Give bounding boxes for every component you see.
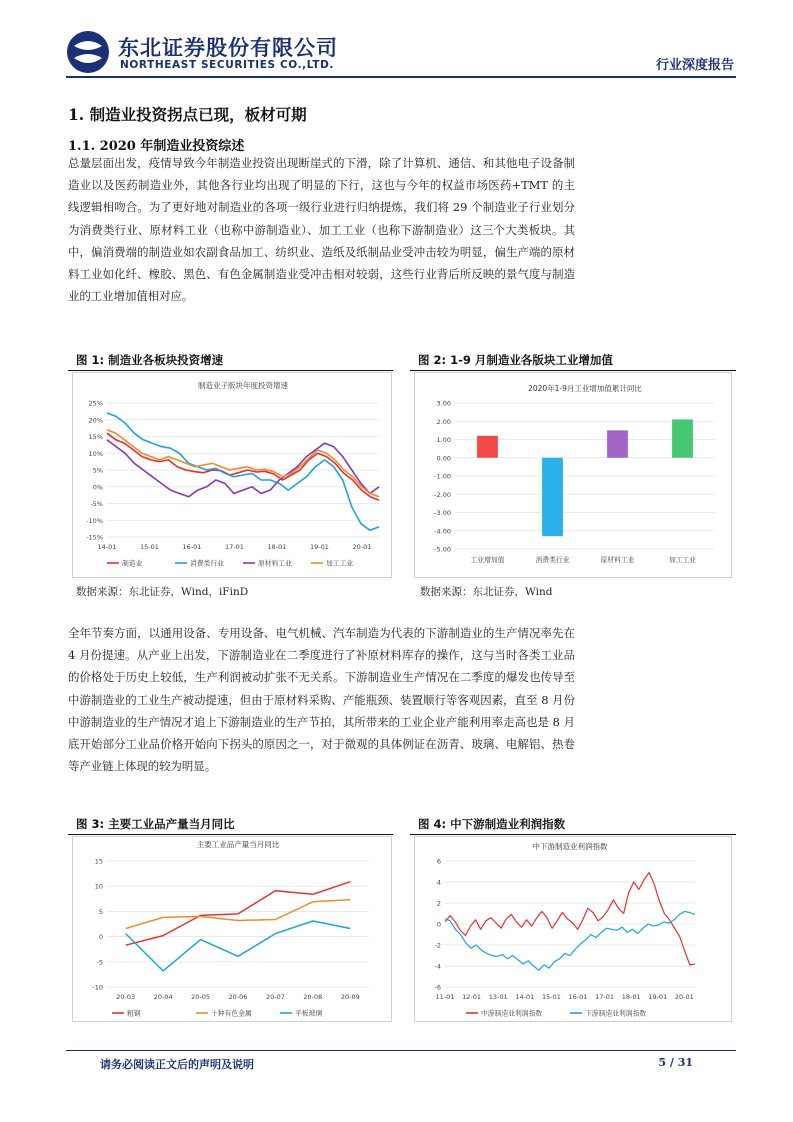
y-tick-label: -4	[434, 962, 441, 971]
footer-rule	[66, 1050, 736, 1051]
y-tick-label: -1.00	[434, 472, 451, 481]
series-line-3	[126, 921, 351, 971]
x-tick-label: 20-06	[228, 993, 248, 1001]
y-tick-label: 20%	[88, 416, 103, 425]
y-tick-label: 10	[94, 882, 103, 891]
figure-4-chart	[414, 836, 732, 1022]
x-tick-label: 20-08	[303, 993, 323, 1001]
legend-label: 消费类行业	[190, 559, 224, 568]
company-name-en: NORTHEAST SECURITIES CO.,LTD.	[120, 59, 334, 71]
page-number: 5 / 31	[658, 1056, 693, 1069]
x-tick-label: 16-01	[182, 543, 202, 551]
y-tick-label: -10%	[86, 516, 103, 525]
report-type: 行业深度报告	[655, 58, 734, 73]
x-tick-label: 18-01	[621, 993, 641, 1001]
y-tick-label: -4.00	[434, 527, 451, 536]
y-tick-label: -5	[96, 958, 103, 967]
header-rule	[66, 76, 736, 78]
figure-4-title: 图 4: 中下游制造业利润指数	[418, 817, 566, 831]
chart-title: 制造业子版块年度投资增速	[198, 381, 288, 390]
subsection-heading: 1.1. 2020 年制造业投资综述	[68, 139, 245, 154]
y-tick-label: 5	[98, 907, 103, 916]
y-tick-label: -2	[434, 941, 441, 950]
x-tick-label: 16-01	[568, 993, 588, 1001]
legend-label: 平板玻璃	[295, 1009, 323, 1018]
figure-2-chart	[414, 372, 732, 578]
figure-2-rule	[410, 370, 736, 371]
y-tick-label: 10%	[88, 449, 103, 458]
x-category-label: 工业增加值	[470, 556, 505, 564]
y-tick-label: -6	[434, 983, 441, 992]
figure-3-chart	[72, 836, 392, 1022]
y-tick-label: -10	[92, 983, 103, 992]
bar-2	[542, 458, 563, 536]
y-tick-label: 2	[436, 899, 441, 908]
figure-4-rule	[410, 834, 736, 835]
y-tick-label: -2.00	[434, 490, 451, 499]
x-tick-label: 18-01	[267, 543, 287, 551]
x-tick-label: 14-01	[515, 993, 535, 1001]
bar-4	[672, 419, 693, 457]
figure-3-rule	[68, 834, 393, 835]
y-tick-label: 3.00	[436, 399, 451, 408]
company-name-cn: 东北证券股份有限公司	[118, 36, 338, 60]
y-tick-label: 25%	[88, 399, 103, 408]
value-added-bar-chart	[415, 373, 731, 577]
x-tick-label: 20-03	[116, 993, 136, 1001]
x-category-label: 加工工业	[668, 556, 697, 564]
investment-growth-line-chart	[73, 373, 391, 577]
x-tick-label: 20-01	[674, 993, 694, 1001]
x-tick-label: 20-04	[153, 993, 173, 1001]
legend-label: 下游制造业利润指数	[585, 1009, 647, 1018]
paragraph-2: 全年节奏方面，以通用设备、专用设备、电气机械、汽车制造为代表的下游制造业的生产情况率先在 4 月份提速。从产业上出发，下游制造业在二季度进行了补原材料库存的操作，这与当时各类工业品的价格处于历史上较低，生产利润被动扩张不无关系。下游制造业生产情况在二季度的爆发也传导至中游制造业的工业生产被动提速，但由于原材料采购、产能瓶颈、装置顺行等客观因素，直至 8 月份中游制造业的生产情况才追上下游制造业的生产节拍，其所带来的工业企业产能利用率走高也是 8 月底开始部分工业品价格开始向下拐头的原因之一，对于微观的具体例证在沥青、玻璃、电解铝、热卷等产业链上体现的较为明显。	[68, 626, 575, 774]
figure-1-source: 数据来源：东北证券，Wind，iFinD	[76, 586, 249, 598]
legend-label: 粗钢	[127, 1009, 141, 1018]
figure-2-title: 图 2: 1-9 月制造业各版块工业增加值	[418, 353, 613, 367]
page-header	[66, 24, 736, 76]
profit-index-line-chart	[415, 837, 731, 1021]
x-tick-label: 11-01	[435, 993, 455, 1001]
x-tick-label: 15-01	[140, 543, 159, 551]
y-tick-label: 0	[436, 920, 441, 929]
paragraph-1: 总量层面出发，疫情导致今年制造业投资出现断崖式的下滑，除了计算机、通信、和其他电子设备制造业以及医药制造业外，其他各行业均出现了明显的下行，这也与今年的权益市场医药+TMT 的主线逻辑相吻合。为了更好地对制造业的各项一级行业进行归纳提炼，我们将 29 个制造业子行业划分为消费类行业、原材料工业（也称中游制造业）、加工工业（也称下游制造业）这三个大类板块。其中，偏消费端的制造业如农副食品加工、纺织业、造纸及纸制品业受冲击较为明显，偏生产端的原材料工业如化纤、橡胶、黑色、有色金属制造业受冲击相对较弱，这些行业背后所反映的景气度与制造业的工业增加值相对应。	[68, 156, 575, 304]
y-tick-label: 2.00	[436, 417, 451, 426]
x-tick-label: 20-05	[191, 993, 211, 1001]
figure-2-source: 数据来源：东北证券，Wind	[420, 586, 553, 598]
figure-1-title: 图 1: 制造业各板块投资增速	[76, 353, 224, 367]
y-tick-label: 0	[98, 933, 103, 942]
legend-label: 十种有色金属	[211, 1009, 252, 1018]
series-line-1	[126, 882, 351, 946]
x-tick-label: 20-09	[340, 993, 360, 1001]
y-tick-label: 0%	[92, 483, 103, 492]
x-tick-label: 17-01	[595, 993, 615, 1001]
x-tick-label: 12-01	[462, 993, 482, 1001]
y-tick-label: 15	[94, 857, 103, 866]
x-category-label: 消费类行业	[535, 556, 570, 564]
y-tick-label: -3.00	[434, 509, 451, 517]
y-tick-label: 5%	[92, 466, 103, 475]
footer-disclaimer: 请务必阅读正文后的声明及说明	[100, 1058, 254, 1071]
x-tick-label: 14-01	[97, 543, 117, 551]
y-tick-label: -5.00	[434, 545, 451, 554]
y-tick-label: 4	[436, 878, 441, 887]
output-yoy-line-chart	[73, 837, 391, 1021]
x-tick-label: 19-01	[310, 543, 329, 551]
x-tick-label: 20-01	[352, 543, 372, 551]
chart-title: 2020年1-9月工业增加值累计同比	[528, 384, 642, 393]
y-tick-label: 0.00	[436, 454, 451, 463]
chart-title: 中下游制造业利润指数	[532, 842, 608, 851]
y-tick-label: 1.00	[436, 436, 451, 444]
x-tick-label: 13-01	[488, 993, 508, 1001]
legend-label: 中游制造业利润指数	[481, 1009, 543, 1018]
bar-1	[477, 436, 498, 458]
y-tick-label: 15%	[88, 433, 103, 441]
legend-label: 制造业	[122, 559, 143, 568]
y-tick-label: -15%	[86, 533, 103, 542]
x-tick-label: 17-01	[225, 543, 244, 551]
bar-3	[607, 430, 628, 457]
x-tick-label: 15-01	[541, 993, 561, 1001]
x-category-label: 原材料工业	[600, 556, 635, 564]
x-tick-label: 20-07	[265, 993, 285, 1001]
y-tick-label: -5%	[90, 500, 103, 508]
legend-label: 加工工业	[326, 559, 354, 568]
chart-title: 主要工业品产量当月同比	[196, 840, 280, 849]
figure-1-chart	[72, 372, 392, 578]
figure-1-rule	[68, 370, 393, 371]
y-tick-label: 6	[436, 857, 441, 866]
section-heading: 1. 制造业投资拐点已现，板材可期	[68, 105, 307, 124]
figure-3-title: 图 3: 主要工业品产量当月同比	[76, 817, 235, 831]
legend-label: 原材料工业	[258, 559, 292, 568]
x-tick-label: 19-01	[648, 993, 668, 1001]
company-logo	[66, 30, 110, 74]
